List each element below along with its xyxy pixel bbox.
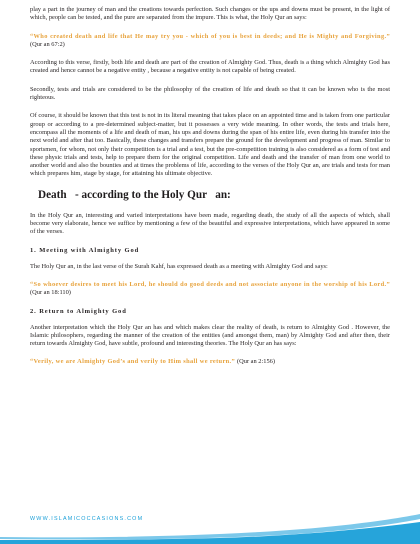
paragraph-intro: play a part in the journey of man and the creations towards perfection. Such changes or the ups and downs must be present, in the light of which, people can be tested, and the pure are separated from the impure. This is what, the Holy Qur an says: (30, 6, 390, 22)
paragraph-firstly: According to this verse, firstly, both life and death are part of the creation of Almighty God. Thus, death is a thing which Almighty God has created and hence cannot be a negative entity , because a negative entity is not capable of being created. (30, 59, 390, 75)
website-url[interactable]: WWW.ISLAMICOCCASIONS.COM (30, 516, 144, 522)
quote-text: “So whoever desires to meet his Lord, he should do good deeds and not associate anyone in the worship of his Lord.” (30, 280, 390, 288)
paragraph-secondly: Secondly, tests and trials are considered to be the philosophy of the creation of life and death so that it can be known who is the most righteous. (30, 85, 390, 102)
quote-reference: (Qur an 67:2) (30, 40, 65, 48)
quote-reference: (Qur an 2:156) (237, 358, 275, 366)
section-heading: Death - according to the Holy Qur an: (38, 188, 231, 201)
paragraph-return: Another interpretation which the Holy Qur an has and which makes clear the reality of death, is return to Almighty God . However, the Islamic philosophers, regarding the manner of the creation of the entities (and amongst them, man) by Almighty God and after then, their return towards Almighty God, have subtle, profound and interesting theories. The Holy Qur an has says: (30, 323, 390, 348)
paragraph-tests: Of course, it should be known that this test is not in its literal meaning that takes place on an appointed time and is taken from one particular group or according to a pre-determined subject-matter, but it possesses a very wide meaning. In other words, the tests and trials here, encompass all the moments of a life and death of man, his ups and downs during the span of his entire life, even during his transfer into the next world and after that too. Basically, these changes and transfers prepare the ground for the development and progress of man. Similar to sportsmen, for whom, not only their competition is a trial and a test, but the pre-competition training is also considered as a form of test and these physic trials and tests, help to prepare them for the original competition. Life and death and the transfer of man from one world to another world and also the bounties and at times the problems of life, according to the verses of the Holy Qur an, are trials and tests for man which prepares him, stage by stage, for attaining his ultimate objective. (30, 112, 390, 178)
subheading-meeting: 1. Meeting with Almighty God (30, 246, 140, 254)
paragraph-interpretations: In the Holy Qur an, interesting and varied interpretations have been made, regarding death, the study of all the aspects of which, shall become very elaborate, hence we suffice by mentioning a few of the beautiful and expressive interpretations, which have appeared in some of the verses. (30, 211, 390, 236)
quote-reference: (Qur an 18:110) (30, 289, 71, 297)
quote-text: “Who created death and life that He may try you - which of you is best in deeds; and He is Mighty and Forgiving.” (30, 32, 390, 40)
subheading-return: 2. Return to Almighty God (30, 307, 127, 315)
paragraph-surah-kahf: The Holy Qur an, in the last verse of the Surah Kahf, has expressed death as a meeting with Almighty God and says: (30, 262, 328, 270)
quote-text: “Verily, we are Almighty God’s and verily to Him shall we return.” (30, 358, 236, 366)
